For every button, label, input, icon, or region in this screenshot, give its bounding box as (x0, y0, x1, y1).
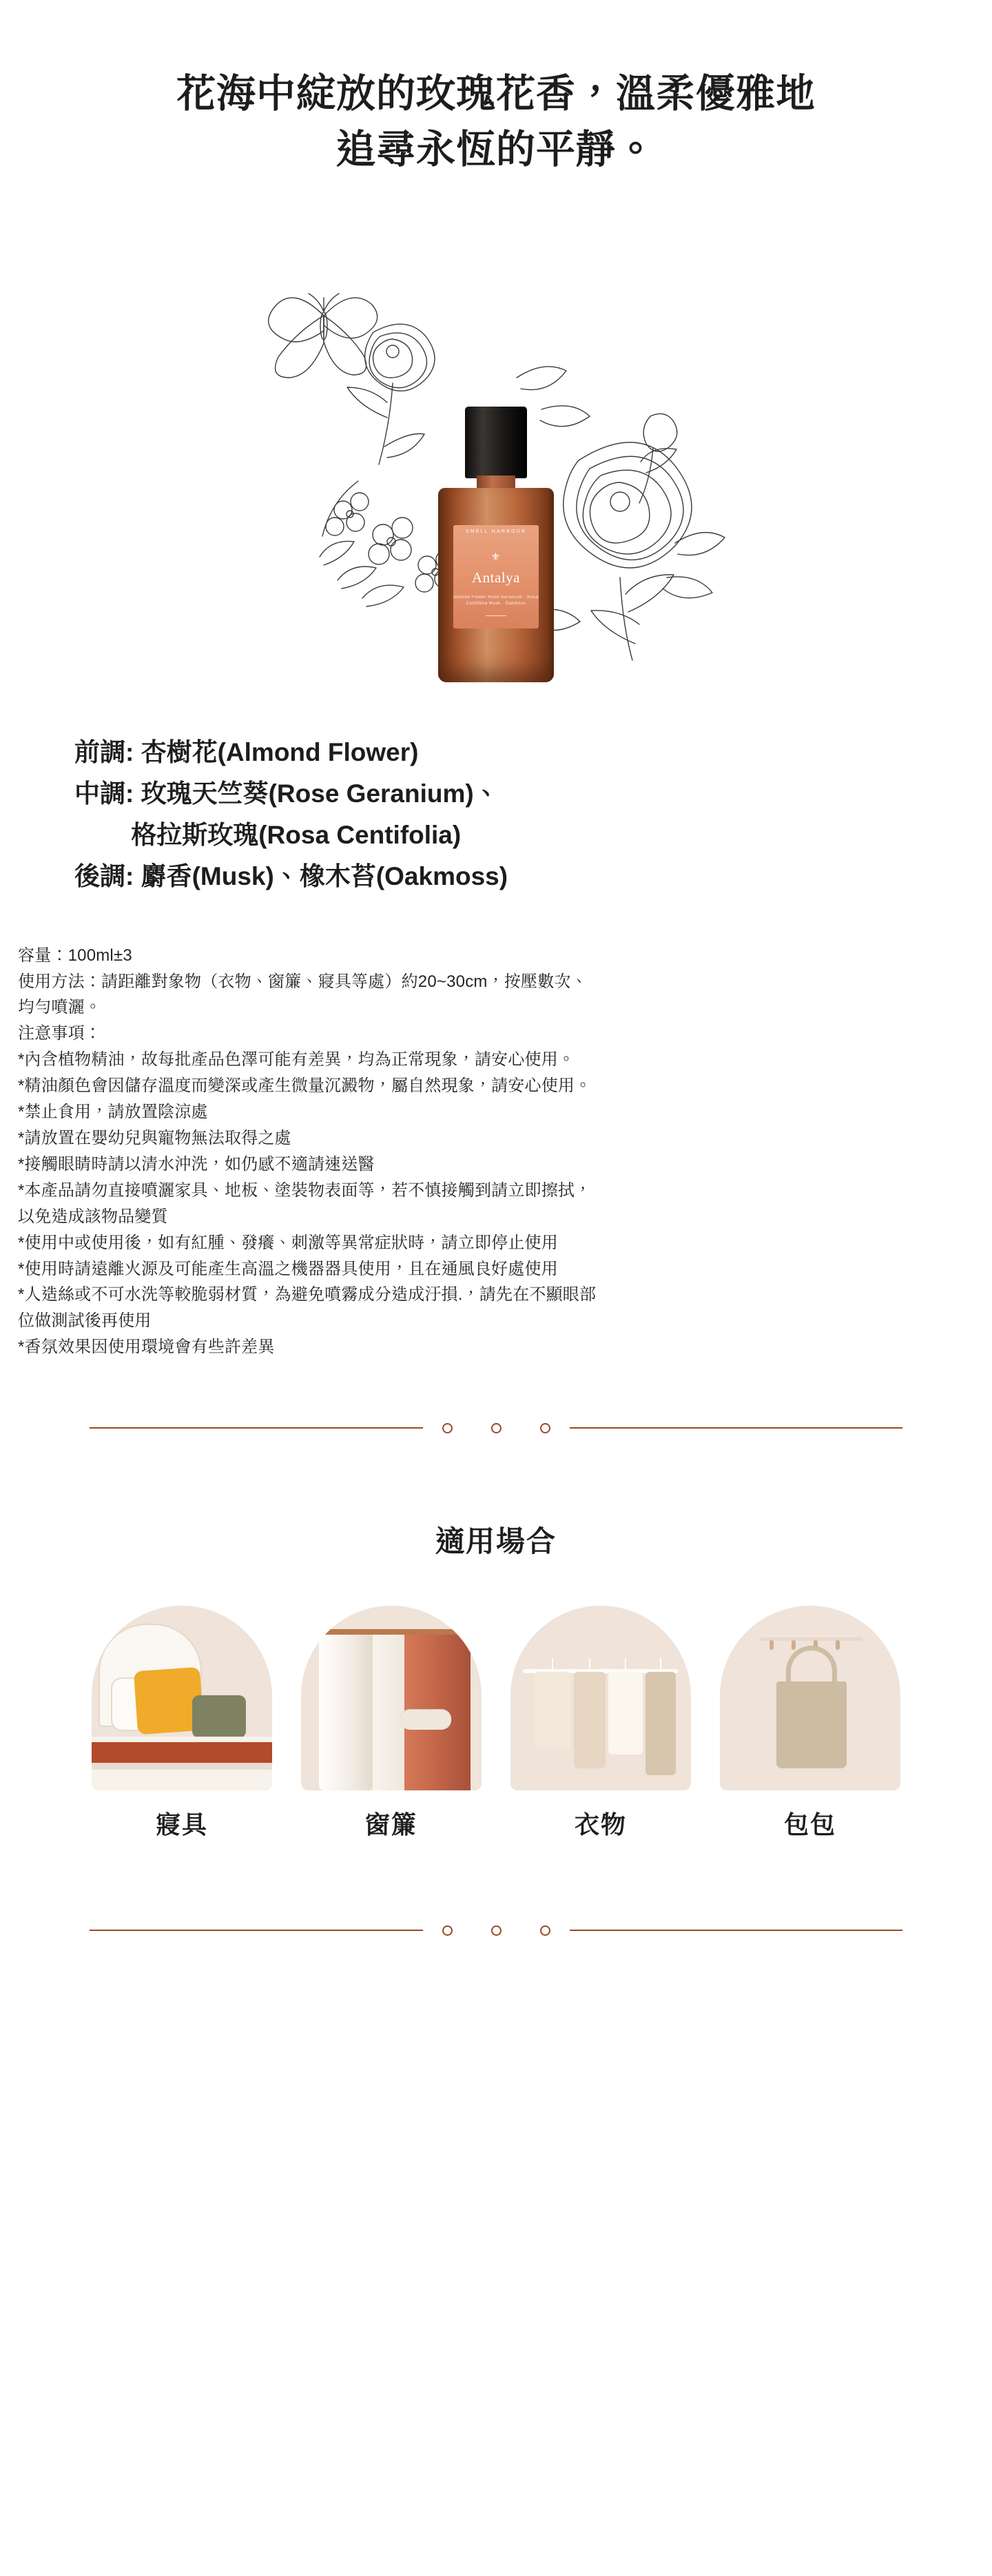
headline-line-2: 追尋永恆的平靜。 (336, 127, 656, 172)
label-crest-icon: ⚜ (490, 551, 502, 563)
scenes-list (0, 1606, 992, 1841)
spec-row: *接觸眼睛時請以清水沖洗，如仍感不適請速送醫 (18, 1154, 375, 1174)
curtain-icon (301, 1606, 482, 1790)
divider-bottom (90, 1916, 902, 1944)
scene-item-clothes (510, 1606, 691, 1841)
spec-row: *使用時請遠離火源及可能產生高溫之機器器具使用，且在通風良好處使用 (18, 1259, 558, 1278)
label-notes-text: Almond Flower Rose Geranium · Rosa Centifolia Musk · Oakmoss (453, 595, 539, 606)
scene-item-bedding (92, 1606, 272, 1841)
scene-item-bag (720, 1606, 900, 1841)
divider-top (90, 1414, 902, 1442)
spec-row: 均勻噴灑。 (18, 998, 101, 1017)
divider-dot (540, 1925, 550, 1936)
scenes-section-title: 適用場合 (435, 1525, 557, 1558)
spec-row: 位做測試後再使用 (18, 1311, 152, 1331)
note-base: 後調: 麝香(Musk)、橡木苔(Oakmoss) (74, 861, 508, 890)
spec-row: 容量：100ml±3 (18, 945, 132, 965)
spec-row: *人造絲或不可水洗等較脆弱材質，為避免噴霧成分造成汙損.，請先在不顯眼部 (18, 1285, 597, 1305)
divider-line-right (570, 1930, 903, 1931)
spec-row: *精油顏色會因儲存溫度而變深或產生微量沉澱物，屬自然現象，請安心使用。 (18, 1076, 592, 1096)
spec-row: 以免造成該物品變質 (18, 1207, 168, 1226)
bedding-icon (92, 1606, 272, 1790)
spec-row: 使用方法：請距離對象物（衣物、窗簾、寢具等處）約20~30cm，按壓數次、 (18, 972, 588, 991)
divider-line-right (570, 1427, 903, 1429)
divider-dot (442, 1925, 453, 1936)
headline-block (0, 0, 992, 178)
bottle-label (453, 525, 539, 628)
product-bottle (438, 407, 554, 682)
divider-dot (491, 1423, 502, 1433)
bag-icon (720, 1606, 900, 1790)
spec-row: *香氛效果因使用環境會有些許差異 (18, 1338, 275, 1357)
scene-item-curtain (301, 1606, 482, 1841)
scene-caption: 窗簾 (364, 1810, 417, 1839)
scene-caption: 衣物 (574, 1810, 627, 1839)
fragrance-notes-block (0, 708, 992, 897)
hero-illustration (0, 226, 992, 708)
spec-row: *內含植物精油，故每批產品色澤可能有差異，均為正常現象，請安心使用。 (18, 1050, 575, 1070)
note-middle-2: 格拉斯玫瑰(Rosa Centifolia) (74, 820, 462, 849)
spec-row: *使用中或使用後，如有紅腫、發癢、刺激等異常症狀時，請立即停止使用 (18, 1233, 558, 1252)
clothes-icon (510, 1606, 691, 1790)
note-middle-1: 中調: 玫瑰天竺葵(Rose Geranium)、 (74, 779, 499, 808)
divider-line-left (90, 1427, 423, 1429)
label-rule (486, 615, 506, 616)
spec-row: *請放置在嬰幼兒與寵物無法取得之處 (18, 1128, 291, 1147)
spec-row: *禁止食用，請放置陰涼處 (18, 1103, 208, 1122)
spec-row: *本產品請勿直接噴灑家具、地板、塗裝物表面等，若不慎接觸到請立即擦拭， (18, 1180, 592, 1200)
divider-dot (491, 1925, 502, 1936)
divider-dot (540, 1423, 550, 1433)
divider-dot (442, 1423, 453, 1433)
scene-caption: 寢具 (155, 1810, 208, 1839)
headline-line-1: 花海中綻放的玫瑰花香，溫柔優雅地 (176, 72, 816, 116)
label-product-name: Antalya (472, 569, 520, 586)
divider-line-left (90, 1930, 423, 1931)
spec-row: 注意事項： (18, 1024, 101, 1043)
specifications-block (0, 897, 992, 1361)
scene-caption: 包包 (783, 1810, 836, 1839)
bottle-cap (465, 407, 527, 478)
label-brandline: SMELL HARBOUR (465, 529, 527, 534)
note-top: 前調: 杏樹花(Almond Flower) (74, 737, 419, 766)
